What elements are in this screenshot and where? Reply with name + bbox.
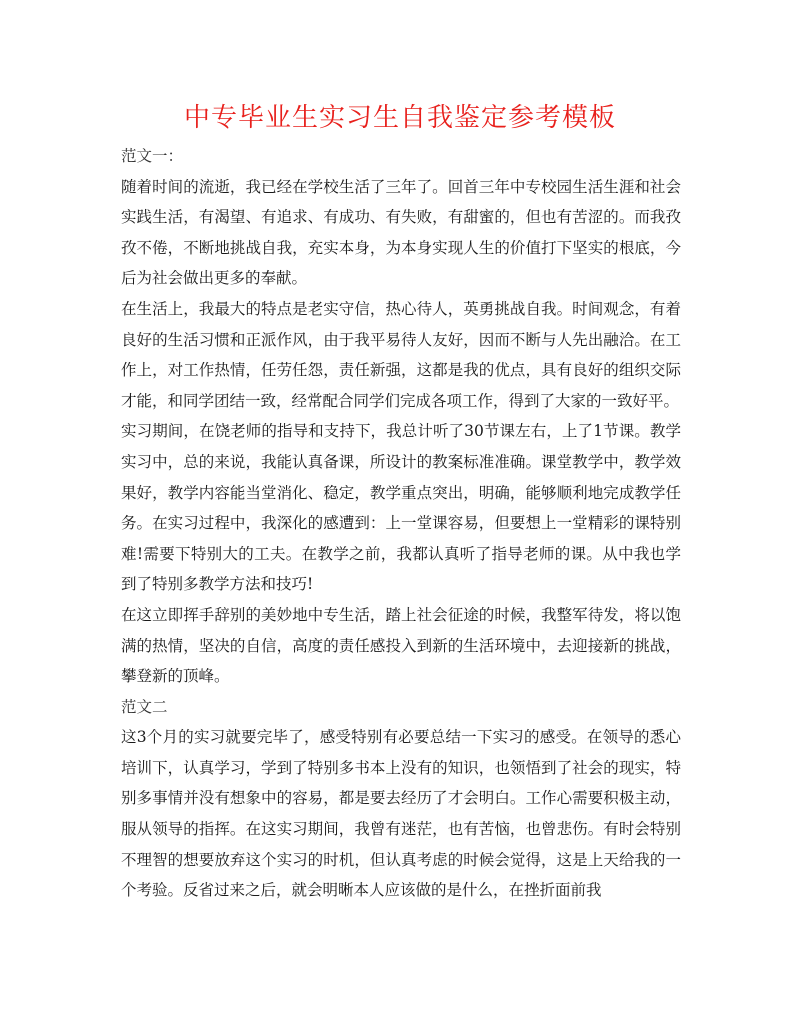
section-label-2: 范文二	[121, 697, 168, 716]
section-label-1: 范文一：	[121, 147, 184, 165]
paragraph-2-1: 这3个月的实习就要完毕了，感受特别有必要总结一下实习的感受。在领导的悉心培训下，认真学习，学到了特别多书本上没有的知识，也领悟到了社会的现实，特别多事情并没有想象中的容易，都是要去经历了才会明白。工作心需要积极主动，服从领导的指挥。在这实习期间，我曾有迷茫，也有苦恼，也曾悲伤。有时会特别不理智的想要放弃这个实习的时机，但认真考虑的时候会觉得，这是上天给我的一个考验。反省过来之后，就会明晰本人应该做的是什么，在挫折面前我	[121, 728, 681, 900]
paragraph-1-4: 在这立即挥手辞别的美妙地中专生活，踏上社会征途的时候，我整军待发，将以饱满的热情，坚决的自信，高度的责任感投入到新的生活环境中，去迎接新的挑战，攀登新的顶峰。	[121, 605, 681, 686]
document-title: 中专毕业生实习生自我鉴定参考模板	[183, 103, 616, 133]
paragraph-1-1: 随着时间的流逝，我已经在学校生活了三年了。回首三年中专校园生活生涯和社会实践生活，有渴望、有追求、有成功、有失败，有甜蜜的，但也有苦涩的。而我孜孜不倦，不断地挑战自我，充实本身，为本身实现人生的价值打下坚实的根底，今后为社会做出更多的奉献。	[121, 177, 681, 288]
document-body	[121, 141, 681, 906]
paragraph-1-2: 在生活上，我最大的特点是老实守信，热心待人，英勇挑战自我。时间观念，有着良好的生活习惯和正派作风，由于我平易待人友好，因而不断与人先出融洽。在工作上，对工作热情，任劳任怨，责任新强，这都是我的优点，具有良好的组织交际才能，和同学团结一致，经常配合同学们完成各项工作，得到了大家的一致好平。	[121, 299, 681, 410]
paragraph-1-3: 实习期间，在饶老师的指导和支持下，我总计听了30节课左右，上了1节课。教学实习中，总的来说，我能认真备课，所设计的教案标准准确。课堂教学中，教学效果好，教学内容能当堂消化、稳定，教学重点突出，明确，能够顺利地完成教学任务。在实习过程中，我深化的感遭到：上一堂课容易，但要想上一堂精彩的课特别难!需要下特别大的工夫。在教学之前，我都认真听了指导老师的课。从中我也学到了特别多教学方法和技巧!	[121, 422, 681, 594]
